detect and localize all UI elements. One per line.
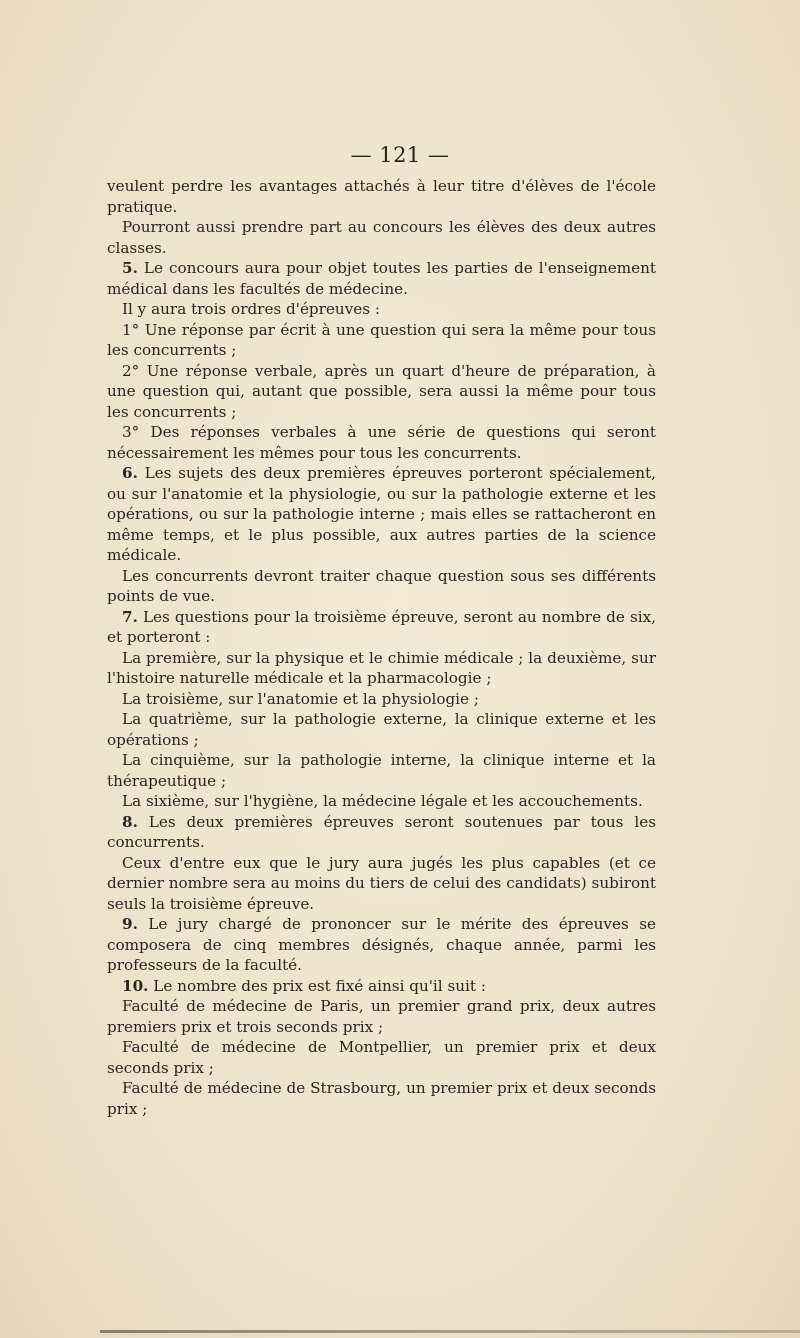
article-number: 8. — [122, 812, 138, 831]
paragraph-text: Le nombre des prix est fixé ainsi qu'il suit : — [148, 976, 486, 995]
paragraph — [107, 689, 656, 710]
paragraph-text: La première, sur la physique et le chimie médicale ; la deuxième, sur l'histoire naturelle médicale et la pharmacologie ; — [107, 648, 656, 687]
paragraph — [107, 812, 656, 853]
paragraph-text: Faculté de médecine de Strasbourg, un premier prix et deux seconds prix ; — [107, 1079, 656, 1118]
paragraph-text: Les concurrents devront traiter chaque question sous ses différents points de vue. — [107, 566, 656, 605]
paragraph — [107, 1037, 656, 1078]
article-number: 6. — [122, 464, 138, 482]
paragraph — [107, 709, 656, 750]
paragraph — [107, 217, 656, 258]
paragraph — [107, 176, 656, 217]
paragraph — [107, 258, 656, 299]
paragraph-text: Le concours aura pour objet toutes les parties de l'enseignement médical dans les facultés de médecine. — [107, 259, 656, 298]
paragraph-text: 3° Des réponses verbales à une série de questions qui seront nécessairement les mêmes pour tous les concurrents. — [107, 423, 656, 462]
paragraph-text: Les questions pour la troisième épreuve, seront au nombre de six, et porteront : — [107, 607, 656, 646]
article-number: 7. — [122, 607, 138, 626]
paragraph — [107, 566, 656, 607]
paragraph — [107, 1078, 656, 1119]
body-text — [107, 176, 656, 1119]
paragraph-text: La troisième, sur l'anatomie et la physiologie ; — [122, 689, 479, 708]
paragraph-text: Les deux premières épreuves seront soutenues par tous les concurrents. — [107, 812, 656, 851]
paragraph-text: Faculté de médecine de Paris, un premier grand prix, deux autres premiers prix et trois seconds prix ; — [107, 997, 656, 1036]
paragraph — [107, 320, 656, 361]
page-number: — 121 — — [350, 143, 450, 167]
paragraph — [107, 422, 656, 463]
paragraph — [107, 791, 656, 812]
article-number: 5. — [122, 259, 138, 277]
paragraph-text: Le jury chargé de prononcer sur le mérite des épreuves se composera de cinq membres désignés, chaque année, parmi les professeurs de la faculté. — [107, 915, 656, 974]
paragraph — [107, 648, 656, 689]
paragraph-text: Il y aura trois ordres d'épreuves : — [122, 300, 380, 318]
paragraph-text: La sixième, sur l'hygiène, la médecine légale et les accouchements. — [122, 792, 643, 810]
paragraph — [107, 299, 656, 320]
paragraph — [107, 976, 656, 997]
paragraph-text: Pourront aussi prendre part au concours les élèves des deux autres classes. — [107, 218, 656, 257]
paragraph-text: 1° Une réponse par écrit à une question qui sera la même pour tous les concurrents ; — [107, 320, 656, 359]
paragraph-text: veulent perdre les avantages attachés à leur titre d'élèves de l'école pratique. — [107, 177, 656, 216]
paragraph — [107, 914, 656, 976]
paragraph-text: La quatrième, sur la pathologie externe, la clinique externe et les opérations ; — [107, 710, 656, 749]
article-number: 9. — [122, 915, 138, 933]
paragraph — [107, 996, 656, 1037]
paragraph-text: Faculté de médecine de Montpellier, un premier prix et deux seconds prix ; — [107, 1038, 656, 1077]
paragraph — [107, 853, 656, 915]
bottom-edge-rule — [100, 1330, 800, 1333]
paragraph — [107, 750, 656, 791]
paragraph-text: 2° Une réponse verbale, après un quart d'heure de préparation, à une question qui, autant que possible, sera aussi la même pour tous les concurrents ; — [107, 361, 656, 421]
paragraph-text: Les sujets des deux premières épreuves porteront spécialement, ou sur l'anatomie et la physiologie, ou sur la pathologie externe et les opérations, ou sur la pathologie interne ; mais elles se rattacheront en même temps, et le plus possible, aux autres parties de la science médicale. — [107, 464, 656, 564]
paragraph-text: La cinquième, sur la pathologie interne, la clinique interne et la thérapeutique ; — [107, 751, 656, 790]
paragraph — [107, 463, 656, 566]
paragraph-text: Ceux d'entre eux que le jury aura jugés les plus capables (et ce dernier nombre sera au moins du tiers de celui des candidats) subiront seuls la troisième épreuve. — [107, 853, 656, 913]
article-number: 10. — [122, 976, 149, 995]
paragraph — [107, 361, 656, 423]
paragraph — [107, 607, 656, 648]
